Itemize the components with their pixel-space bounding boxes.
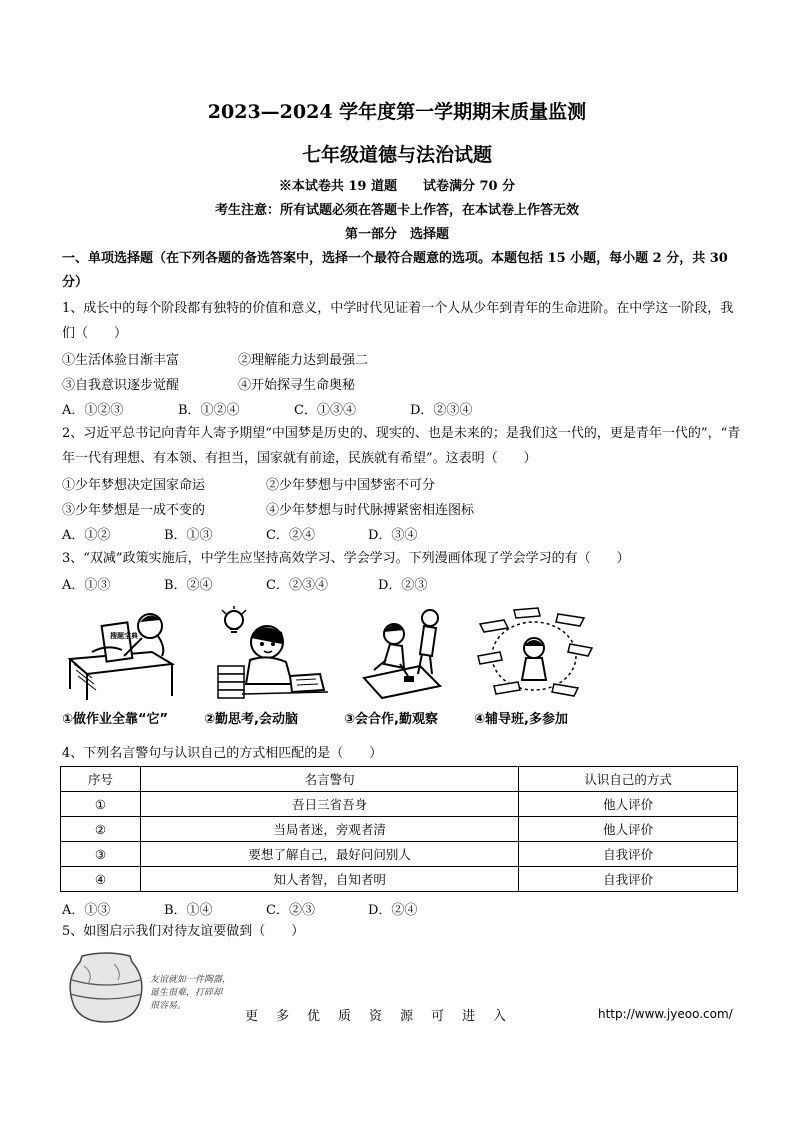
footer-text: 更多优质资源可进入 xyxy=(245,1009,525,1024)
q1-item-2: ②理解能力达到最强二 xyxy=(238,353,369,368)
q2-option-c: C．②④ xyxy=(266,528,315,543)
q3-option-b: B．②④ xyxy=(164,578,213,593)
q1-option-c: C．①③④ xyxy=(294,403,356,418)
q4-option-a: A．①③ xyxy=(62,903,111,918)
q4-table xyxy=(60,766,738,892)
q1-option-b: B．①②④ xyxy=(178,403,240,418)
table-header-row xyxy=(61,767,738,792)
pottery-caption xyxy=(150,974,250,1013)
table-header-cell: 名言警句 xyxy=(140,767,518,792)
q3-option-a: A．①③ xyxy=(62,578,111,593)
table-row xyxy=(61,842,738,867)
cartoon-caption-1: ①做作业全靠“它” xyxy=(62,712,169,727)
q2-item-3: ③少年梦想是一成不变的 xyxy=(62,503,206,518)
pottery-caption-line: 友谊就如一件陶器， xyxy=(150,975,232,985)
table-cell: ① xyxy=(61,792,141,817)
table-cell: 知人者智，自知者明 xyxy=(140,867,518,892)
pottery-caption-line: 很容易。 xyxy=(150,1001,187,1011)
q2-option-a: A．①② xyxy=(62,528,111,543)
table-cell: 他人评价 xyxy=(519,792,738,817)
q2-item-1: ①少年梦想决定国家命运 xyxy=(62,478,206,493)
q4-option-b: B．①④ xyxy=(164,903,213,918)
table-cell: 自我评价 xyxy=(519,842,738,867)
q1-option-a: A．①②③ xyxy=(62,403,124,418)
exam-subtitle: 七年级道德与法治试题 xyxy=(301,144,492,166)
cartoon-caption-4: ④辅导班,多参加 xyxy=(474,712,568,727)
table-cell: ③ xyxy=(61,842,141,867)
table-cell: ② xyxy=(61,817,141,842)
q1-item-3: ③自我意识逐步觉醒 xyxy=(62,378,180,393)
cartoon-caption-3: ③会合作,勤观察 xyxy=(344,712,438,727)
cartoon-caption-2: ②勤思考,会动脑 xyxy=(204,712,298,727)
table-cell: ④ xyxy=(61,867,141,892)
exam-notice: 考生注意：所有试题必须在答题卡上作答，在本试卷上作答无效 xyxy=(214,203,579,218)
cartoon-homework-icon xyxy=(62,604,182,704)
q3-option-c: C．②③④ xyxy=(266,578,328,593)
q3-stem: 3、“双减”政策实施后，中学生应坚持高效学习、学会学习。下列漫画体现了学会学习的有（ ） xyxy=(62,551,630,566)
footer-link[interactable]: http://www.jyeoo.com/ xyxy=(598,1007,733,1021)
cartoon-thinking-icon xyxy=(212,604,332,704)
exam-info: ※本试卷共 19 道题 试卷满分 70 分 xyxy=(278,179,516,194)
q1-option-d: D．②③④ xyxy=(410,403,473,418)
q3-option-d: D．②③ xyxy=(378,578,428,593)
exam-title: 2023—2024 学年度第一学期期末质量监测 xyxy=(207,101,587,123)
q2-stem: 2、习近平总书记向青年人寄予期望“中国梦是历史的、现实的、也是未来的；是我们这一代的，更是青年一代的”，“青年一代有理想、有本领、有担当，国家就有前途，民族就有希望”。这表明（ ） xyxy=(62,426,741,466)
table-header-cell: 序号 xyxy=(61,767,141,792)
q1-item-4: ④开始探寻生命奥秘 xyxy=(238,378,356,393)
q1-item-1: ①生活体验日渐丰富 xyxy=(62,353,180,368)
table-row xyxy=(61,817,738,842)
cartoon-tutoring-icon xyxy=(474,604,594,704)
q2-item-2: ②少年梦想与中国梦密不可分 xyxy=(266,478,436,493)
table-header-cell: 认识自己的方式 xyxy=(519,767,738,792)
table-cell: 他人评价 xyxy=(519,817,738,842)
table-row xyxy=(61,792,738,817)
pottery-jar-icon xyxy=(64,950,148,1024)
answer-book-label: 搜题宝典 xyxy=(110,632,138,640)
q4-option-d: D．②④ xyxy=(368,903,418,918)
table-cell: 吾日三省吾身 xyxy=(140,792,518,817)
part-heading: 第一部分 选择题 xyxy=(344,227,449,242)
table-row xyxy=(61,867,738,892)
table-cell: 当局者迷，旁观者清 xyxy=(140,817,518,842)
pottery-caption-line: 诞生很难，打碎却 xyxy=(150,988,223,998)
q4-stem: 4、下列名言警句与认识自己的方式相匹配的是（ ） xyxy=(62,746,383,761)
q2-option-d: D．③④ xyxy=(368,528,418,543)
section-heading: 一、单项选择题（在下列各题的备选答案中，选择一个最符合题意的选项。本题包括 15 小题，每小题 2 分，共 30 分） xyxy=(62,251,728,290)
q2-item-4: ④少年梦想与时代脉搏紧密相连图标 xyxy=(266,503,475,518)
q5-stem: 5、如图启示我们对待友谊要做到（ ） xyxy=(62,924,305,939)
table-cell: 要想了解自己，最好问问别人 xyxy=(140,842,518,867)
q1-stem: 1、成长中的每个阶段都有独特的价值和意义，中学时代见证着一个人从少年到青年的生命进阶。在中学这一阶段，我们（ ） xyxy=(62,301,734,341)
q2-option-b: B．①③ xyxy=(164,528,213,543)
table-cell: 自我评价 xyxy=(519,867,738,892)
cartoon-cooperation-icon xyxy=(360,604,450,704)
q4-option-c: C．②③ xyxy=(266,903,315,918)
